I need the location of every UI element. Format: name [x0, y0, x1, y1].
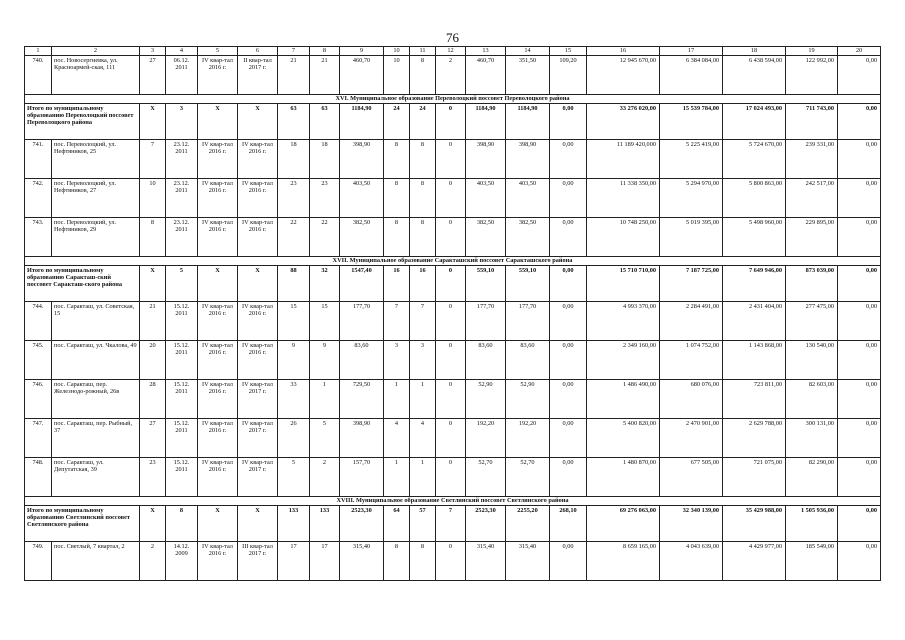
- column-number-cell: 8: [310, 47, 340, 56]
- table-cell: 82 603,00: [786, 380, 838, 419]
- address-cell: пос. Саракташ, ул. Советская, 15: [52, 302, 140, 341]
- table-cell: 157,70: [340, 458, 384, 497]
- table-cell: 17: [310, 542, 340, 581]
- subtotal-label: Итого по муниципальному образованию Переволоцкий поссовет Переволоцкого района: [25, 104, 140, 140]
- subtotal-cell: 17 024 493,00: [723, 104, 786, 140]
- table-cell: 0: [436, 140, 466, 179]
- address-cell: пос. Саракташ, ул. Чкалова, 49: [52, 341, 140, 380]
- row-number: 745.: [25, 341, 52, 380]
- table-cell: 10: [384, 56, 410, 95]
- table-cell: 677 505,00: [660, 458, 723, 497]
- address-cell: пос. Светлый, 7 квартал, 2: [52, 542, 140, 581]
- row-number: 746.: [25, 380, 52, 419]
- row-number: 744.: [25, 302, 52, 341]
- subtotal-cell: 35 429 988,00: [723, 506, 786, 542]
- row-number: 742.: [25, 179, 52, 218]
- subtotal-cell: X: [198, 104, 238, 140]
- table-cell: 3: [410, 341, 436, 380]
- table-cell: 06.12. 2011: [166, 56, 198, 95]
- subtotal-cell: 0,00: [838, 266, 881, 302]
- table-cell: 0,00: [550, 179, 587, 218]
- table-cell: 83,60: [340, 341, 384, 380]
- table-cell: 398,90: [506, 140, 550, 179]
- table-cell: 8: [384, 179, 410, 218]
- subtotal-cell: 1547,40: [340, 266, 384, 302]
- table-cell: 0: [436, 458, 466, 497]
- section-heading-row: [25, 257, 881, 266]
- subtotal-cell: X: [198, 506, 238, 542]
- table-cell: 23: [278, 179, 310, 218]
- column-number-cell: 10: [384, 47, 410, 56]
- column-number-row: [25, 47, 881, 56]
- table-cell: 177,70: [506, 302, 550, 341]
- table-cell: 0,00: [838, 458, 881, 497]
- table-cell: 723 811,00: [723, 380, 786, 419]
- table-cell: 21: [278, 56, 310, 95]
- table-cell: 5 294 970,00: [660, 179, 723, 218]
- table-cell: 7: [384, 302, 410, 341]
- table-cell: IV квар-тал 2016 г.: [238, 179, 278, 218]
- table-cell: 23.12. 2011: [166, 179, 198, 218]
- column-number-cell: 18: [723, 47, 786, 56]
- table-cell: 23.12. 2011: [166, 218, 198, 257]
- table-cell: 109,20: [550, 56, 587, 95]
- table-cell: 27: [140, 419, 166, 458]
- table-cell: 4 993 370,00: [587, 302, 660, 341]
- subtotal-row: [25, 506, 881, 542]
- table-cell: 403,50: [340, 179, 384, 218]
- subtotal-cell: 3: [166, 104, 198, 140]
- table-cell: 0: [436, 341, 466, 380]
- address-cell: пос. Саракташ, ул. Депутатская, 39: [52, 458, 140, 497]
- table-cell: 0: [436, 419, 466, 458]
- table-cell: 21: [310, 56, 340, 95]
- column-number-cell: 4: [166, 47, 198, 56]
- table-cell: IV квар-тал 2016 г.: [198, 140, 238, 179]
- column-number-cell: 16: [587, 47, 660, 56]
- table-cell: 122 992,00: [786, 56, 838, 95]
- table-cell: IV квар-тал 2016 г.: [198, 341, 238, 380]
- table-cell: 12 945 670,00: [587, 56, 660, 95]
- table-cell: 130 540,00: [786, 341, 838, 380]
- subtotal-cell: 0,00: [550, 266, 587, 302]
- table-cell: 8 659 165,00: [587, 542, 660, 581]
- address-cell: пос. Новосергиевка, ул. Красноармей-ская, 111: [52, 56, 140, 95]
- table-cell: 4: [384, 419, 410, 458]
- address-cell: пос. Саракташ, пер. Железнодо-рожный, 26в: [52, 380, 140, 419]
- subtotal-label: Итого по муниципальному образованию Светлинский поссовет Светлинского района: [25, 506, 140, 542]
- table-cell: 21: [140, 302, 166, 341]
- subtotal-cell: 63: [278, 104, 310, 140]
- column-number-cell: 17: [660, 47, 723, 56]
- table-cell: 1 074 752,00: [660, 341, 723, 380]
- table-cell: 0,00: [838, 218, 881, 257]
- column-number-cell: 13: [466, 47, 506, 56]
- subtotal-cell: 1184,90: [340, 104, 384, 140]
- column-number-cell: 3: [140, 47, 166, 56]
- subtotal-cell: 57: [410, 506, 436, 542]
- table-cell: 242 517,00: [786, 179, 838, 218]
- table-cell: 8: [410, 56, 436, 95]
- table-cell: 0,00: [550, 458, 587, 497]
- table-cell: 2 629 788,00: [723, 419, 786, 458]
- column-number-cell: 2: [52, 47, 140, 56]
- table-row: [25, 218, 881, 257]
- table-cell: 1 486 490,00: [587, 380, 660, 419]
- table-cell: 8: [384, 140, 410, 179]
- table-cell: 15.12. 2011: [166, 302, 198, 341]
- table-cell: 27: [140, 56, 166, 95]
- row-number: 749.: [25, 542, 52, 581]
- column-number-cell: 12: [436, 47, 466, 56]
- table-cell: 0,00: [550, 542, 587, 581]
- table-cell: 0,00: [838, 341, 881, 380]
- table-cell: 300 131,00: [786, 419, 838, 458]
- table-cell: 22: [310, 218, 340, 257]
- table-cell: 9: [278, 341, 310, 380]
- table-row: [25, 458, 881, 497]
- subtotal-cell: 0: [436, 104, 466, 140]
- subtotal-row: [25, 266, 881, 302]
- row-number: 740.: [25, 56, 52, 95]
- subtotal-cell: 133: [278, 506, 310, 542]
- subtotal-cell: X: [238, 506, 278, 542]
- table-cell: 15.12. 2011: [166, 419, 198, 458]
- table-cell: 0,00: [550, 140, 587, 179]
- table-cell: 6 384 084,00: [660, 56, 723, 95]
- subtotal-row: [25, 104, 881, 140]
- table-cell: 52,90: [506, 380, 550, 419]
- subtotal-cell: X: [140, 266, 166, 302]
- table-row: [25, 140, 881, 179]
- table-cell: 460,70: [340, 56, 384, 95]
- section-heading-row: [25, 95, 881, 104]
- table-cell: 0: [436, 542, 466, 581]
- table-cell: 0,00: [838, 419, 881, 458]
- subtotal-cell: 16: [410, 266, 436, 302]
- table-cell: 4 043 639,00: [660, 542, 723, 581]
- table-cell: 22: [278, 218, 310, 257]
- subtotal-cell: 15 539 784,00: [660, 104, 723, 140]
- subtotal-cell: X: [238, 104, 278, 140]
- table-cell: 460,70: [466, 56, 506, 95]
- table-cell: 1 143 868,00: [723, 341, 786, 380]
- row-number: 743.: [25, 218, 52, 257]
- table-cell: 2 349 160,00: [587, 341, 660, 380]
- table-row: [25, 341, 881, 380]
- table-cell: 382,50: [506, 218, 550, 257]
- subtotal-cell: 1184,90: [466, 104, 506, 140]
- table-cell: 23: [310, 179, 340, 218]
- table-cell: 177,70: [466, 302, 506, 341]
- table-cell: 721 075,00: [723, 458, 786, 497]
- table-cell: 398,90: [340, 140, 384, 179]
- table-cell: 382,50: [340, 218, 384, 257]
- subtotal-cell: 2523,30: [466, 506, 506, 542]
- table-cell: 5 019 395,00: [660, 218, 723, 257]
- table-cell: 5 800 863,00: [723, 179, 786, 218]
- column-number-cell: 19: [786, 47, 838, 56]
- table-cell: 82 290,00: [786, 458, 838, 497]
- table-cell: 83,60: [466, 341, 506, 380]
- table-cell: 11 338 350,00: [587, 179, 660, 218]
- table-row: [25, 56, 881, 95]
- table-cell: IV квар-тал 2016 г.: [238, 341, 278, 380]
- subtotal-cell: X: [140, 104, 166, 140]
- table-cell: 0,00: [838, 140, 881, 179]
- table-cell: 26: [278, 419, 310, 458]
- table-cell: 8: [410, 179, 436, 218]
- table-cell: IV квар-тал 2016 г.: [198, 458, 238, 497]
- table-cell: 23: [140, 458, 166, 497]
- table-cell: 5: [310, 419, 340, 458]
- subtotal-cell: 63: [310, 104, 340, 140]
- table-row: [25, 302, 881, 341]
- table-cell: 0: [436, 302, 466, 341]
- table-row: [25, 542, 881, 581]
- table-cell: 15: [278, 302, 310, 341]
- table-cell: 7: [410, 302, 436, 341]
- table-cell: 33: [278, 380, 310, 419]
- table-cell: 5 225 419,00: [660, 140, 723, 179]
- table-cell: 3: [384, 341, 410, 380]
- table-cell: 1: [384, 458, 410, 497]
- table-cell: 398,90: [466, 140, 506, 179]
- table-cell: 8: [140, 218, 166, 257]
- row-number: 741.: [25, 140, 52, 179]
- table-cell: 382,50: [466, 218, 506, 257]
- table-cell: 729,50: [340, 380, 384, 419]
- table-cell: 83,60: [506, 341, 550, 380]
- table-cell: 2 284 491,00: [660, 302, 723, 341]
- subtotal-cell: 559,10: [466, 266, 506, 302]
- subtotal-cell: 15 710 710,00: [587, 266, 660, 302]
- table-cell: 0,00: [838, 56, 881, 95]
- table-cell: 0,00: [550, 218, 587, 257]
- table-cell: 5 724 670,00: [723, 140, 786, 179]
- table-cell: 0: [436, 179, 466, 218]
- table-cell: 17: [278, 542, 310, 581]
- table-cell: 52,70: [506, 458, 550, 497]
- subtotal-cell: 1 505 936,00: [786, 506, 838, 542]
- table-cell: 315,40: [466, 542, 506, 581]
- table-cell: 18: [310, 140, 340, 179]
- subtotal-cell: 0,00: [838, 506, 881, 542]
- table-cell: 28: [140, 380, 166, 419]
- table-cell: 0,00: [550, 341, 587, 380]
- table-cell: 15.12. 2011: [166, 380, 198, 419]
- table-cell: 351,50: [506, 56, 550, 95]
- table-cell: 1: [410, 380, 436, 419]
- column-number-cell: 6: [238, 47, 278, 56]
- table-cell: 185 549,00: [786, 542, 838, 581]
- subtotal-cell: 1184,90: [506, 104, 550, 140]
- address-cell: пос. Переволоцкий, ул. Нефтяников, 25: [52, 140, 140, 179]
- table-row: [25, 419, 881, 458]
- table-cell: IV квар-тал 2016 г.: [198, 302, 238, 341]
- table-cell: 0,00: [838, 380, 881, 419]
- table-cell: IV квар-тал 2016 г.: [198, 56, 238, 95]
- subtotal-cell: 0: [436, 266, 466, 302]
- subtotal-cell: 2523,30: [340, 506, 384, 542]
- subtotal-cell: 7 187 725,00: [660, 266, 723, 302]
- subtotal-cell: 2255,20: [506, 506, 550, 542]
- table-cell: 8: [384, 542, 410, 581]
- table-cell: III квар-тал 2017 г.: [238, 542, 278, 581]
- subtotal-cell: X: [198, 266, 238, 302]
- subtotal-label: Итого по муниципальному образованию Саракташ-ский поссовет Саракташ-ского района: [25, 266, 140, 302]
- table-cell: 2 470 901,00: [660, 419, 723, 458]
- table-cell: 315,40: [506, 542, 550, 581]
- table-cell: 4 429 977,00: [723, 542, 786, 581]
- table-cell: 10 748 250,00: [587, 218, 660, 257]
- column-number-cell: 7: [278, 47, 310, 56]
- subtotal-cell: 88: [278, 266, 310, 302]
- table-cell: IV квар-тал 2016 г.: [198, 419, 238, 458]
- table-cell: IV квар-тал 2016 г.: [198, 179, 238, 218]
- column-number-cell: 14: [506, 47, 550, 56]
- table-cell: 52,70: [466, 458, 506, 497]
- subtotal-cell: 69 276 063,00: [587, 506, 660, 542]
- subtotal-cell: 0,00: [838, 104, 881, 140]
- table-cell: 2: [436, 56, 466, 95]
- table-cell: 0,00: [550, 302, 587, 341]
- section-heading: XVII. Муниципальное образование Саракташский поссовет Саракташского района: [25, 257, 881, 266]
- subtotal-cell: 24: [410, 104, 436, 140]
- table-cell: 0: [436, 218, 466, 257]
- table-cell: 23.12. 2011: [166, 140, 198, 179]
- table-cell: 398,90: [340, 419, 384, 458]
- table-cell: IV квар-тал 2016 г.: [238, 218, 278, 257]
- table-cell: IV квар-тал 2016 г.: [238, 140, 278, 179]
- table-cell: 15.12. 2011: [166, 341, 198, 380]
- table-cell: 14.12. 2009: [166, 542, 198, 581]
- table-row: [25, 380, 881, 419]
- table-cell: 2: [310, 458, 340, 497]
- table-cell: 1: [310, 380, 340, 419]
- subtotal-cell: 559,10: [506, 266, 550, 302]
- table-cell: IV квар-тал 2016 г.: [198, 542, 238, 581]
- table-cell: 5 400 820,00: [587, 419, 660, 458]
- subtotal-cell: 7: [436, 506, 466, 542]
- section-heading: XVI. Муниципальное образование Переволоцкий поссовет Переволоцкого района: [25, 95, 881, 104]
- table-cell: 403,50: [466, 179, 506, 218]
- table-cell: 192,20: [506, 419, 550, 458]
- subtotal-cell: 16: [384, 266, 410, 302]
- subtotal-cell: 64: [384, 506, 410, 542]
- address-cell: пос. Переволоцкий, ул. Нефтяников, 29: [52, 218, 140, 257]
- table-cell: 8: [410, 218, 436, 257]
- table-row: [25, 179, 881, 218]
- table-cell: IV квар-тал 2017 г.: [238, 419, 278, 458]
- table-cell: 4: [410, 419, 436, 458]
- table-cell: 0,00: [838, 179, 881, 218]
- column-number-cell: 1: [25, 47, 52, 56]
- table-cell: 8: [410, 140, 436, 179]
- table-cell: 0: [436, 380, 466, 419]
- table-cell: IV квар-тал 2016 г.: [198, 218, 238, 257]
- table-cell: 680 076,00: [660, 380, 723, 419]
- table-cell: 5 498 960,00: [723, 218, 786, 257]
- table-cell: IV квар-тал 2017 г.: [238, 458, 278, 497]
- subtotal-cell: 7 649 946,00: [723, 266, 786, 302]
- subtotal-cell: 24: [384, 104, 410, 140]
- subtotal-cell: 32 340 139,00: [660, 506, 723, 542]
- row-number: 748.: [25, 458, 52, 497]
- table-cell: IV квар-тал 2017 г.: [238, 380, 278, 419]
- subtotal-cell: 32: [310, 266, 340, 302]
- table-cell: 315,40: [340, 542, 384, 581]
- table-cell: 192,20: [466, 419, 506, 458]
- column-number-cell: 20: [838, 47, 881, 56]
- table-cell: 1: [384, 380, 410, 419]
- table-cell: 9: [310, 341, 340, 380]
- subtotal-cell: 33 276 020,00: [587, 104, 660, 140]
- subtotal-cell: 0,00: [550, 104, 587, 140]
- subtotal-cell: 873 039,00: [786, 266, 838, 302]
- table-cell: 0,00: [550, 419, 587, 458]
- subtotal-cell: 8: [166, 506, 198, 542]
- table-cell: 0,00: [550, 380, 587, 419]
- table-cell: 7: [140, 140, 166, 179]
- table-cell: IV квар-тал 2016 г.: [198, 380, 238, 419]
- housing-program-table: [24, 46, 881, 581]
- subtotal-cell: 268,10: [550, 506, 587, 542]
- table-cell: 239 331,00: [786, 140, 838, 179]
- table-cell: 10: [140, 179, 166, 218]
- table-cell: 15: [310, 302, 340, 341]
- table-cell: 52,90: [466, 380, 506, 419]
- subtotal-cell: X: [140, 506, 166, 542]
- section-heading-row: [25, 497, 881, 506]
- table-cell: 6 438 594,00: [723, 56, 786, 95]
- table-cell: 1 480 870,00: [587, 458, 660, 497]
- address-cell: пос. Саракташ, пер. Рыбный, 37: [52, 419, 140, 458]
- row-number: 747.: [25, 419, 52, 458]
- table-cell: 403,50: [506, 179, 550, 218]
- table-cell: 277 475,00: [786, 302, 838, 341]
- table-cell: 11 189 420,000: [587, 140, 660, 179]
- table-cell: 0,00: [838, 302, 881, 341]
- table-cell: 2 431 404,00: [723, 302, 786, 341]
- table-cell: 2: [140, 542, 166, 581]
- subtotal-cell: 133: [310, 506, 340, 542]
- table-cell: 20: [140, 341, 166, 380]
- table-cell: IV квар-тал 2016 г.: [238, 302, 278, 341]
- section-heading: XVIII. Муниципальное образование Светлинский поссовет Светлинского района: [25, 497, 881, 506]
- table-cell: 1: [410, 458, 436, 497]
- address-cell: пос. Переволоцкий, ул. Нефтяников, 27: [52, 179, 140, 218]
- table-cell: 8: [410, 542, 436, 581]
- table-cell: 5: [278, 458, 310, 497]
- subtotal-cell: 711 743,00: [786, 104, 838, 140]
- table-cell: 18: [278, 140, 310, 179]
- page-number: 76: [446, 30, 459, 45]
- column-number-cell: 5: [198, 47, 238, 56]
- column-number-cell: 11: [410, 47, 436, 56]
- table-cell: 229 895,00: [786, 218, 838, 257]
- subtotal-cell: 5: [166, 266, 198, 302]
- column-number-cell: 15: [550, 47, 587, 56]
- table-cell: 8: [384, 218, 410, 257]
- subtotal-cell: X: [238, 266, 278, 302]
- table-cell: II квар-тал 2017 г.: [238, 56, 278, 95]
- column-number-cell: 9: [340, 47, 384, 56]
- table-cell: 177,70: [340, 302, 384, 341]
- table-cell: 15.12. 2011: [166, 458, 198, 497]
- table-cell: 0,00: [838, 542, 881, 581]
